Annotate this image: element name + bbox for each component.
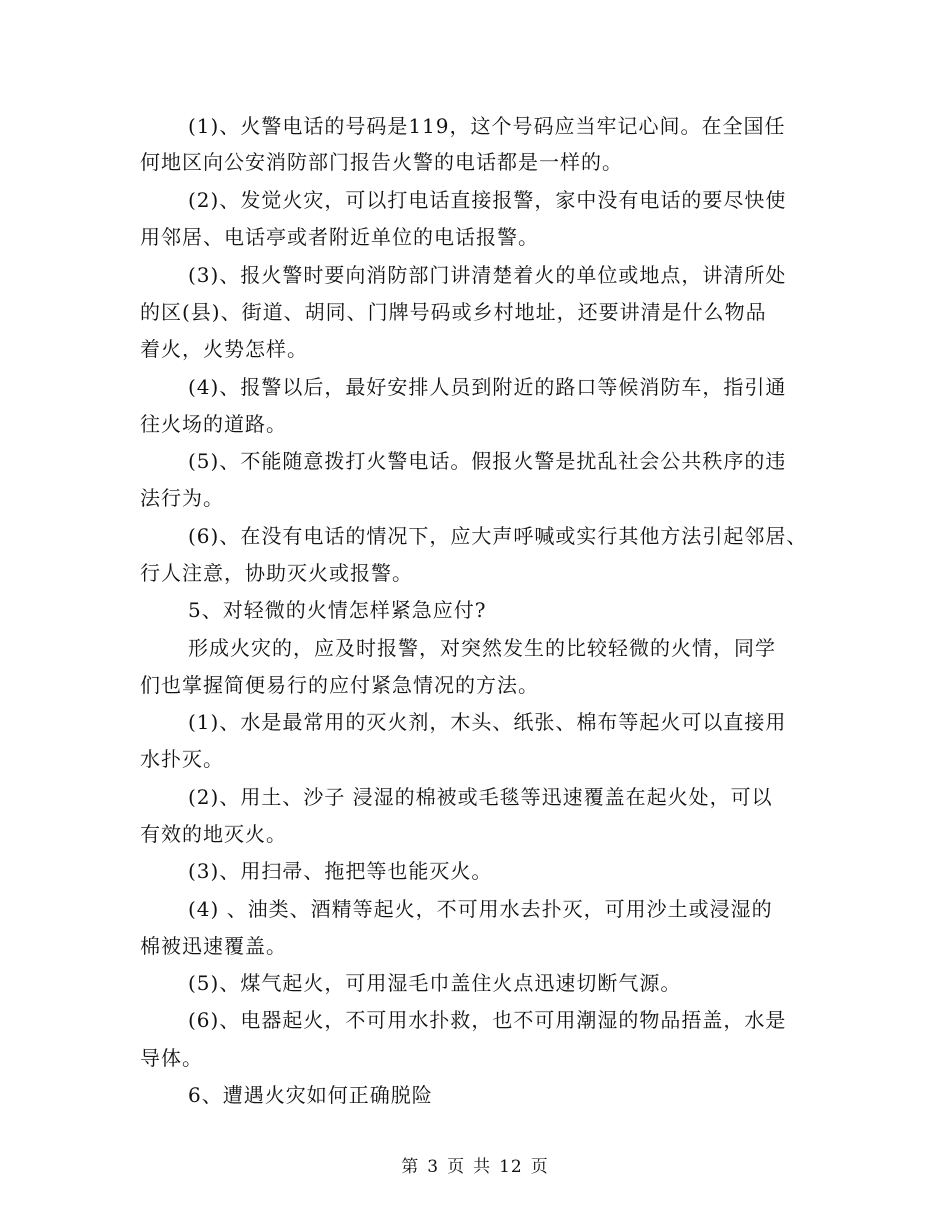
text-line: (3)、报火警时要向消防部门讲清楚着火的单位或地点，讲清所处 — [188, 263, 787, 287]
text-line: 们也掌握简便易行的应付紧急情况的方法。 — [140, 673, 539, 697]
text-line: 往火场的道路。 — [140, 412, 287, 436]
text-line: (5)、煤气起火，可用湿毛巾盖住火点迅速切断气源。 — [188, 971, 682, 995]
text-line: 棉被迅速覆盖。 — [140, 934, 287, 958]
text-line: 导体。 — [140, 1046, 203, 1070]
text-line: 水扑灭。 — [140, 747, 224, 771]
text-line: 何地区向公安消防部门报告火警的电话都是一样的。 — [140, 150, 623, 174]
text-line: (2)、发觉火灾，可以打电话直接报警，家中没有电话的要尽快使 — [188, 188, 787, 212]
text-line: (4)、报警以后，最好安排人员到附近的路口等候消防车，指引通 — [188, 375, 787, 399]
text-line: (1)、水是最常用的灭火剂，木头、纸张、棉布等起火可以直接用 — [188, 710, 787, 734]
footer-total-pages: 12 — [499, 1157, 523, 1177]
section-heading: 6、遭遇火灾如何正确脱险 — [188, 1083, 433, 1107]
text-line: (6)、在没有电话的情况下，应大声呼喊或实行其他方法引起邻居、 — [188, 524, 808, 548]
text-line: (6)、电器起火，不可用水扑救，也不可用潮湿的物品捂盖，水是 — [188, 1008, 787, 1032]
text-line: (3)、用扫帚、拖把等也能灭火。 — [188, 859, 493, 883]
footer-total-prefix: 共 — [473, 1157, 492, 1177]
text-line: 的区(县)、街道、胡同、门牌号码或乡村地址，还要讲清是什么物品 — [140, 300, 767, 324]
footer-page-number: 3 — [427, 1157, 440, 1177]
text-line: 着火，火势怎样。 — [140, 337, 308, 361]
text-line: (5)、不能随意拨打火警电话。假报火警是扰乱社会公共秩序的违 — [188, 449, 787, 473]
text-line: 法行为。 — [140, 486, 224, 510]
text-line: (2)、用土、沙子 浸湿的棉被或毛毯等迅速覆盖在起火处，可以 — [188, 785, 773, 809]
footer-page-label: 页 — [447, 1157, 466, 1177]
text-line: 有效的地灭火。 — [140, 822, 287, 846]
text-line: (1)、火警电话的号码是119，这个号码应当牢记心间。在全国任 — [188, 114, 786, 138]
footer-suffix: 页 — [530, 1157, 549, 1177]
section-heading: 5、对轻微的火情怎样紧急应付? — [188, 598, 487, 622]
text-line: (4) 、油类、酒精等起火，不可用水去扑灭，可用沙土或浸湿的 — [188, 897, 773, 921]
text-line: 用邻居、电话亭或者附近单位的电话报警。 — [140, 225, 539, 249]
text-line: 行人注意，协助灭火或报警。 — [140, 561, 413, 585]
page-footer — [0, 1156, 950, 1178]
footer-prefix: 第 — [401, 1157, 420, 1177]
text-line: 形成火灾的，应及时报警，对突然发生的比较轻微的火情，同学 — [188, 636, 776, 660]
